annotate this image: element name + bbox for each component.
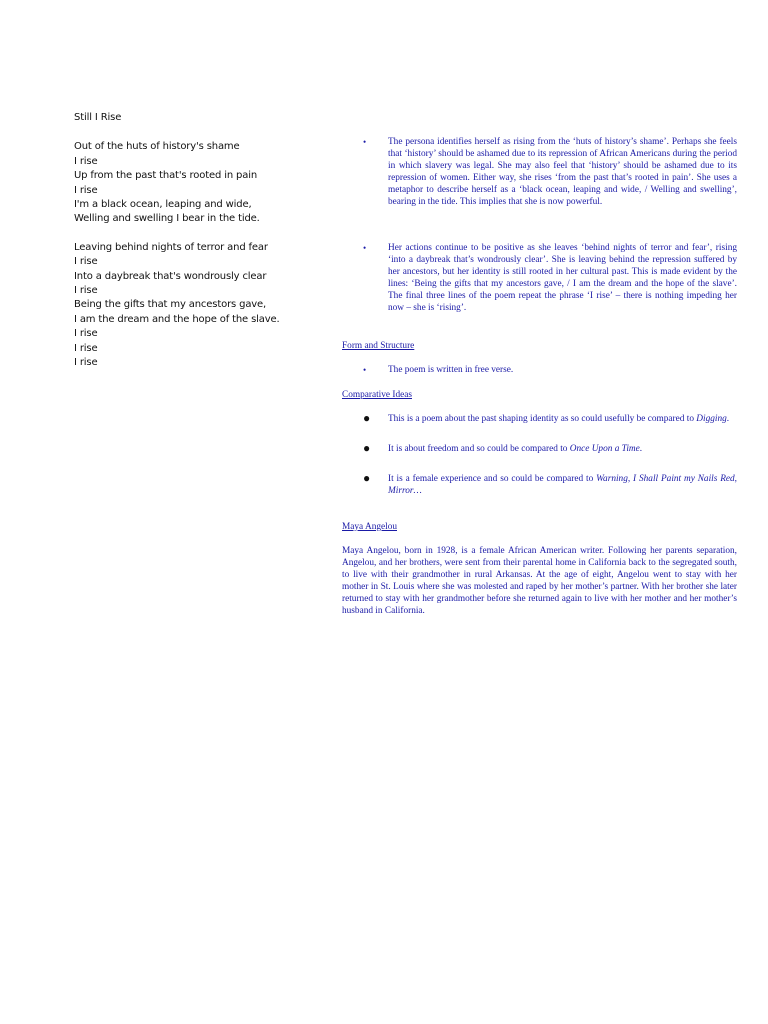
bullet-icon: • <box>363 365 367 375</box>
poem-reference: Digging <box>696 414 727 424</box>
poem-line: Welling and swelling I bear in the tide. <box>74 213 260 225</box>
biography-heading: Maya Angelou <box>342 522 397 532</box>
form-structure-heading: Form and Structure <box>342 341 415 351</box>
poem-line: Up from the past that's rooted in pain <box>74 170 258 182</box>
poem-line: I rise <box>74 342 98 354</box>
bullet-icon: • <box>363 243 367 253</box>
comparative-bullet-3 <box>342 473 737 497</box>
comparative-text-part: It is a female experience and so could be compared to <box>388 474 597 484</box>
poem-line: Being the gifts that my ancestors gave, <box>74 299 267 311</box>
bullet-icon: • <box>363 137 367 147</box>
poem-reference: Once Upon a Time <box>569 444 640 454</box>
analysis-text: The persona identifies herself as rising from the ‘huts of history’s shame’. Perhaps she feels that ‘history’ should be ashamed due to its repression of African Americans during the period in which slavery was legal. She may also feel that ‘history’ should be ashamed due to its repression of women. Either way, she rises ‘from the past that’s rooted in pain’. She uses a metaphor to describe herself as a ‘black ocean, leaping and wide, / Welling and swelling’, bearing in the tide. This implies that she is now powerful. <box>388 137 737 207</box>
comparative-text-part: . <box>639 444 643 454</box>
comparative-text <box>388 443 737 455</box>
comparative-text-part: . <box>726 414 730 424</box>
analysis-bullet-2 <box>342 242 737 314</box>
comparative-bullet-1 <box>342 413 737 425</box>
poem-line: Out of the huts of history's shame <box>74 141 240 153</box>
bullet-icon: ● <box>363 441 371 455</box>
analysis-text: Her actions continue to be positive as she leaves ‘behind nights of terror and fear’, rising ‘into a daybreak that’s wondrously clear’. She is leaving behind the repression suffered by her ancestors, but her identity is still rooted in her cultural past. This is made evident by the lines: ‘Being the gifts that my ancestors gave, / I am the dream and the hope of the slave’. The final three lines of the poem repeat the phrase ‘I rise’ – there is nothing impeding her now – she is ‘rising’. <box>388 243 737 313</box>
poem-line: I rise <box>74 256 98 268</box>
poem-line: I rise <box>74 184 98 196</box>
poem-line: Leaving behind nights of terror and fear <box>74 241 268 253</box>
analysis-bullet-1 <box>342 136 737 208</box>
poem <box>74 111 319 385</box>
poem-line: I rise <box>74 357 98 369</box>
comparative-text-part: This is a poem about the past shaping identity as so could usefully be compared to <box>388 414 697 424</box>
poem-stanza-2 <box>74 241 319 371</box>
comparative-text <box>388 413 737 425</box>
poem-line: I rise <box>74 155 98 167</box>
form-structure-bullet <box>342 364 737 376</box>
poem-line: I rise <box>74 285 98 297</box>
form-structure-text: The poem is written in free verse. <box>388 365 514 375</box>
poem-reference: Warning, I Shall Paint my Nails Red, Mirror… <box>388 474 737 496</box>
comparative-heading: Comparative Ideas <box>342 390 412 400</box>
poem-line: Into a daybreak that's wondrously clear <box>74 270 267 282</box>
poem-line: I rise <box>74 328 98 340</box>
comparative-text <box>388 473 737 497</box>
comparative-bullet-2 <box>342 443 737 455</box>
poem-title: Still I Rise <box>74 112 122 123</box>
biography-text: Maya Angelou, born in 1928, is a female African American writer. Following her parents separation, Angelou, and her brothers, were sent from their parental home in California back to the segregated south, to live with their grandmother in rural Arkansas. At the age of eight, Angelou went to stay with her mother in St. Louis where she was molested and raped by her mother’s partner. With her brother she later returned to stay with her grandmother before she returned again to live with her mother and her mother’s husband in California. <box>342 546 737 616</box>
comparative-text-part: It is about freedom and so could be compared to <box>388 444 570 454</box>
bullet-icon: ● <box>363 471 371 485</box>
analysis-notes <box>342 136 737 617</box>
bullet-icon: ● <box>363 411 371 425</box>
poem-line: I am the dream and the hope of the slave. <box>74 313 280 325</box>
poem-line: I'm a black ocean, leaping and wide, <box>74 199 252 211</box>
poem-stanza-1 <box>74 140 319 226</box>
